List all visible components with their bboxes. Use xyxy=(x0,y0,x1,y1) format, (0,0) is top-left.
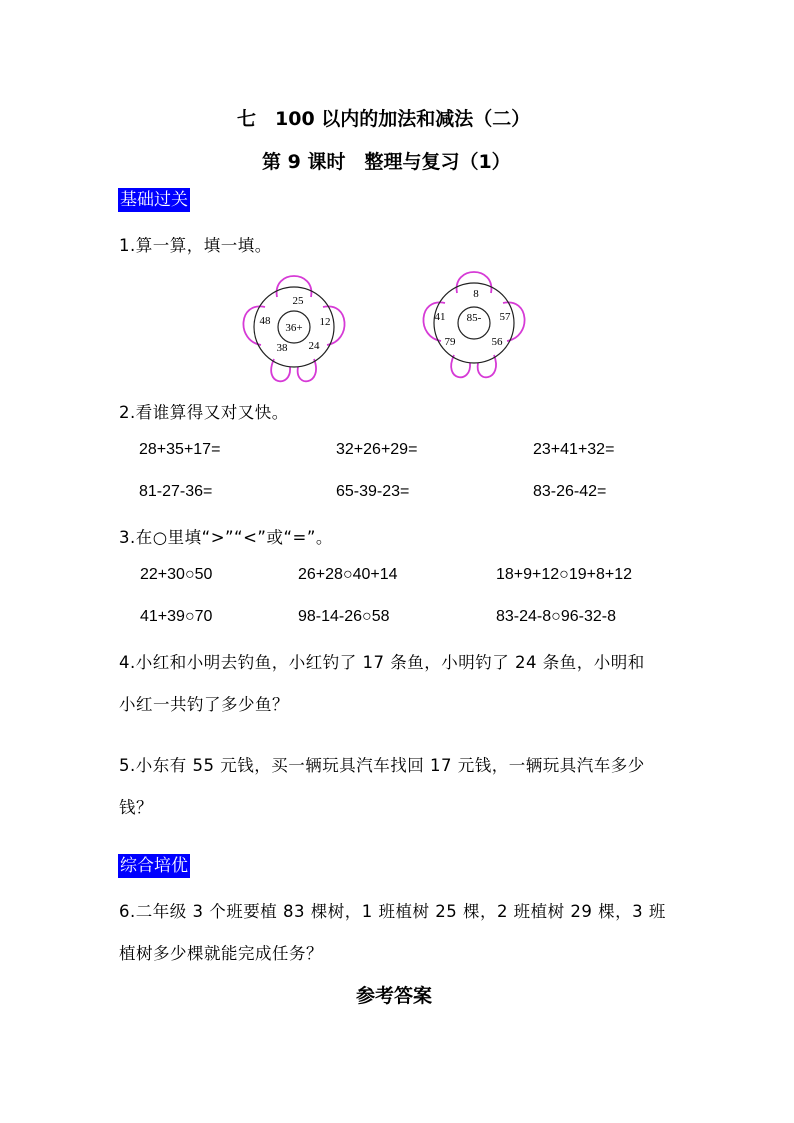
answer-title: 参考答案 xyxy=(356,985,433,1007)
question-4-line-2: 小红一共钓了多少鱼？ xyxy=(119,695,289,714)
equation: 23+41+32= xyxy=(533,441,615,458)
flower-2-petal: 56 xyxy=(491,336,503,348)
question-6-line-1: 6.二年级 3 个班要植 83 棵树，1 班植树 25 棵，2 班植树 29 棵，3 班 xyxy=(119,902,666,921)
equation: 32+26+29= xyxy=(336,441,418,458)
flower-2-petal: 8 xyxy=(473,288,479,300)
flower-2-petal: 57 xyxy=(499,311,511,323)
equation: 28+35+17= xyxy=(139,441,221,458)
flower-1-petal: 24 xyxy=(308,340,320,352)
flower-2-petal: 41 xyxy=(434,311,446,323)
comparison: 83-24-8○96-32-8 xyxy=(496,608,616,625)
section-badge-advanced: 综合培优 xyxy=(120,856,188,876)
question-6-line-2: 植树多少棵就能完成任务？ xyxy=(119,944,323,963)
flower-1-petal: 25 xyxy=(292,295,304,307)
question-3-text: 3.在○里填“>”“<”或“=”。 xyxy=(119,528,333,547)
flower-1-petal: 38 xyxy=(276,342,288,354)
question-5-line-1: 5.小东有 55 元钱，买一辆玩具汽车找回 17 元钱，一辆玩具汽车多少 xyxy=(119,756,645,775)
comparison: 41+39○70 xyxy=(140,608,213,625)
section-badge-basic: 基础过关 xyxy=(120,190,188,210)
comparison: 26+28○40+14 xyxy=(298,566,398,583)
lesson-title: 第 9 课时 整理与复习（1） xyxy=(262,151,511,173)
flower-2-center: 85- xyxy=(466,312,482,324)
comparison: 22+30○50 xyxy=(140,566,213,583)
equation: 65-39-23= xyxy=(336,483,410,500)
flower-1-center: 36+ xyxy=(285,322,303,334)
addition-flower xyxy=(234,267,354,387)
flower-1-petal: 12 xyxy=(319,316,331,328)
subtraction-flower xyxy=(414,263,534,383)
comparison: 18+9+12○19+8+12 xyxy=(496,566,633,583)
question-5-line-2: 钱？ xyxy=(119,798,153,817)
flower-1-petal: 48 xyxy=(259,315,271,327)
flower-2-petal: 79 xyxy=(444,336,456,348)
question-4-line-1: 4.小红和小明去钓鱼，小红钓了 17 条鱼，小明钓了 24 条鱼，小明和 xyxy=(119,653,645,672)
comparison: 98-14-26○58 xyxy=(298,608,390,625)
question-2-text: 2.看谁算得又对又快。 xyxy=(119,403,289,422)
question-1-text: 1.算一算，填一填。 xyxy=(119,236,272,255)
equation: 83-26-42= xyxy=(533,483,607,500)
equation: 81-27-36= xyxy=(139,483,213,500)
chapter-title: 七 100 以内的加法和减法（二） xyxy=(237,108,531,130)
